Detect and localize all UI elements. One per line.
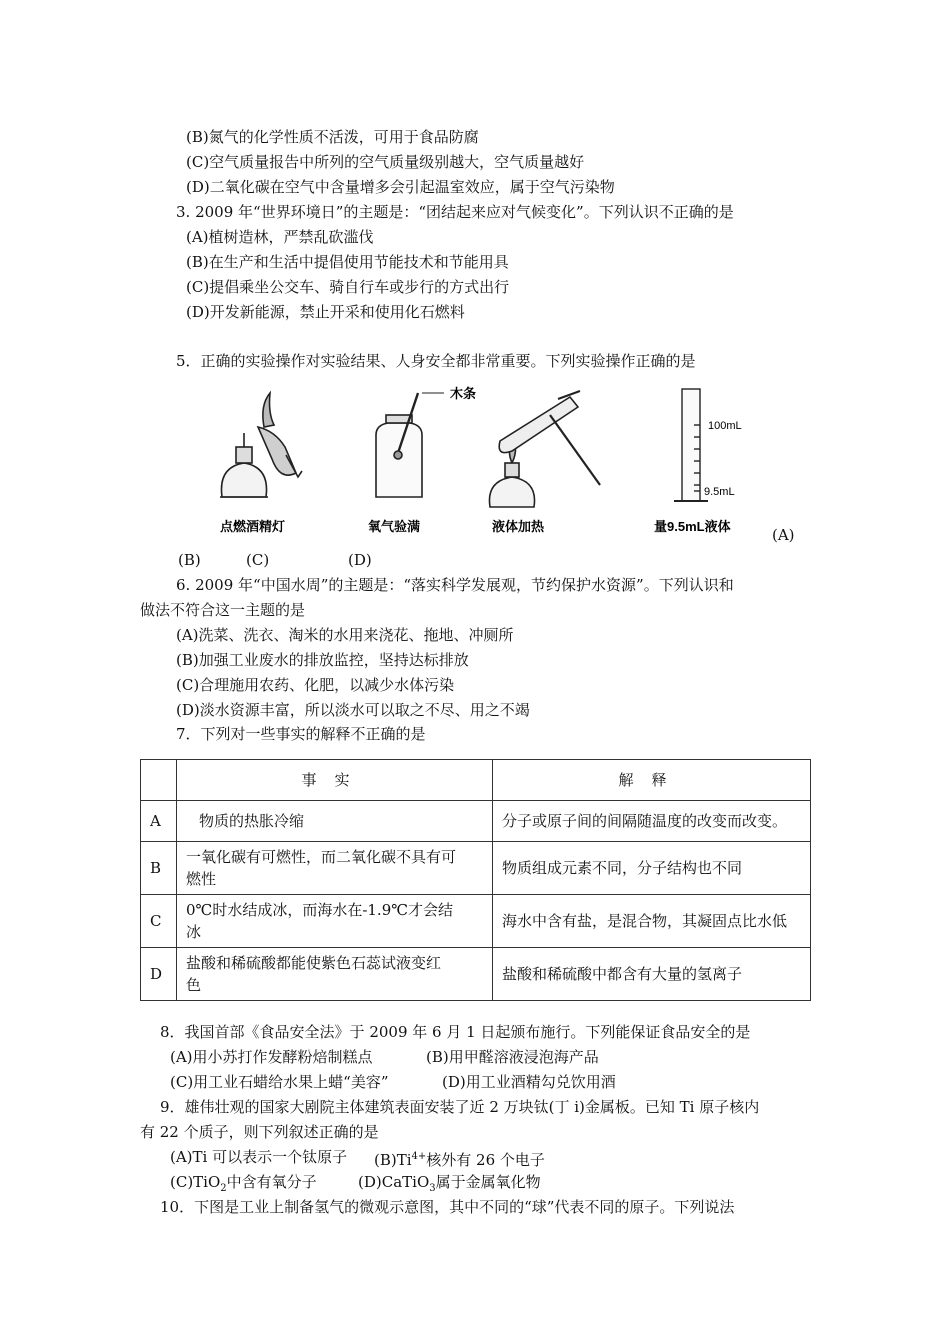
table-header-row [141, 760, 811, 801]
q9-stem-2: 有 22 个质子，则下列叙述正确的是 [140, 1123, 379, 1141]
q6-option-d: (D)淡水资源丰富，所以淡水可以取之不尽、用之不竭 [176, 701, 530, 719]
q6-option-b: (B)加强工业废水的排放监控，坚持达标排放 [176, 651, 469, 669]
q9-stem-1: 9．雄伟壮观的国家大剧院主体建筑表面安装了近 2 万块钛(丁 i)金属板。已知 Ti 原子核内 [160, 1098, 760, 1116]
row-fact-line-1: 0℃时水结成冰，而海水在-1.9℃才会结 [186, 901, 454, 919]
cylinder-top-mark: 100mL [708, 420, 742, 432]
q6-option-c: (C)合理施用农药、化肥，以减少水体污染 [176, 676, 455, 694]
q8-stem: 8．我国首部《食品安全法》于 2009 年 6 月 1 日起颁布施行。下列能保证食品安全的是 [160, 1023, 751, 1041]
alcohol-lamp-panel [220, 393, 302, 497]
q9-d-sub: 3 [429, 1183, 436, 1194]
caption-light-lamp: 点燃酒精灯 [220, 519, 286, 534]
oxygen-test-panel [376, 393, 444, 497]
q9-option-d [358, 1172, 541, 1199]
lab-operations-figure [200, 385, 820, 545]
q5-option-d: (D) [348, 551, 372, 569]
header-fact: 事实 [177, 760, 493, 801]
q9-b-post: 核外有 26 个电子 [426, 1151, 545, 1169]
table-row [141, 801, 811, 842]
liquid-heating-panel [489, 391, 600, 507]
row-fact [177, 948, 493, 1001]
q10-stem: 10．下图是工业上制备氢气的微观示意图，其中不同的“球”代表不同的原子。下列说法 [160, 1198, 735, 1216]
q9-b-pre: (B)Ti [374, 1151, 412, 1169]
row-key: C [141, 895, 177, 948]
stick-label: 木条 [450, 386, 477, 401]
q9-d-pre: (D)CaTiO [358, 1173, 430, 1191]
q2-option-c: (C)空气质量报告中所列的空气质量级别越大，空气质量越好 [186, 153, 585, 171]
row-explain: 分子或原子间的间隔随温度的改变而改变。 [493, 801, 811, 842]
cylinder-low-mark: 9.5mL [704, 486, 735, 498]
q9-b-sup: 4+ [411, 1151, 427, 1162]
q7-stem: 7．下列对一些事实的解释不正确的是 [176, 725, 426, 743]
q8-option-b: (B)用甲醛溶液浸泡海产品 [426, 1048, 599, 1066]
row-fact-line-1: 一氧化碳有可燃性，而二氧化碳不具有可 [186, 848, 457, 866]
row-key: D [141, 948, 177, 1001]
q9-option-c [170, 1172, 317, 1199]
q3-stem: 3. 2009 年“世界环境日”的主题是：“团结起来应对气候变化”。下列认识不正确的是 [176, 203, 734, 221]
caption-measure-liquid: 量9.5mL液体 [654, 519, 731, 534]
table-row [141, 948, 811, 1001]
row-explain: 盐酸和稀硫酸中都含有大量的氢离子 [493, 948, 811, 1001]
facts-table [140, 759, 811, 1001]
row-fact-line-2: 色 [186, 976, 202, 994]
q9-d-post: 属于金属氧化物 [435, 1173, 541, 1191]
q5-option-b: (B) [178, 551, 201, 569]
q2-option-d: (D)二氧化碳在空气中含量增多会引起温室效应，属于空气污染物 [186, 178, 615, 196]
q8-option-a: (A)用小苏打作发酵粉焙制糕点 [170, 1048, 373, 1066]
row-fact: 物质的热胀冷缩 [177, 801, 493, 842]
caption-oxygen-test: 氧气验满 [368, 519, 421, 534]
q9-c-sub: 2 [220, 1183, 227, 1194]
row-explain: 物质组成元素不同，分子结构也不同 [493, 842, 811, 895]
table-row [141, 895, 811, 948]
q6-stem-2: 做法不符合这一主题的是 [140, 601, 306, 619]
row-fact-line-1: 盐酸和稀硫酸都能使紫色石蕊试液变红 [186, 954, 442, 972]
row-key: B [141, 842, 177, 895]
q6-option-a: (A)洗菜、洗衣、淘米的水用来浇花、拖地、冲厕所 [176, 626, 514, 644]
q9-c-pre: (C)TiO [170, 1173, 221, 1191]
row-fact [177, 842, 493, 895]
q3-option-b: (B)在生产和生活中提倡使用节能技术和节能用具 [186, 253, 509, 271]
q5-option-c: (C) [246, 551, 270, 569]
row-fact-line-2: 燃性 [186, 870, 217, 888]
q8-option-d: (D)用工业酒精勾兑饮用酒 [442, 1073, 616, 1091]
q3-option-a: (A)植树造林，严禁乱砍滥伐 [186, 228, 374, 246]
q9-c-post: 中含有氧分子 [226, 1173, 317, 1191]
q2-option-b: (B)氮气的化学性质不活泼，可用于食品防腐 [186, 128, 479, 146]
q6-stem-1: 6. 2009 年“中国水周”的主题是：“落实科学发展观，节约保护水资源”。下列认识和 [176, 576, 734, 594]
q9-option-b [374, 1147, 545, 1170]
row-fact [177, 895, 493, 948]
q3-option-d: (D)开发新能源，禁止开采和使用化石燃料 [186, 303, 465, 321]
row-fact-line-2: 冰 [186, 923, 202, 941]
q5-option-a: (A) [772, 526, 795, 544]
graduated-cylinder-panel [674, 389, 708, 501]
q9-option-a: (A)Ti 可以表示一个钛原子 [170, 1148, 348, 1166]
caption-liquid-heating: 液体加热 [492, 519, 545, 534]
q8-option-c: (C)用工业石蜡给水果上蜡“美容” [170, 1073, 389, 1091]
row-explain: 海水中含有盐，是混合物，其凝固点比水低 [493, 895, 811, 948]
q5-stem: 5．正确的实验操作对实验结果、人身安全都非常重要。下列实验操作正确的是 [176, 352, 696, 370]
q3-option-c: (C)提倡乘坐公交车、骑自行车或步行的方式出行 [186, 278, 510, 296]
table-row [141, 842, 811, 895]
row-key: A [141, 801, 177, 842]
header-key-cell [141, 760, 177, 801]
header-explain: 解释 [493, 760, 811, 801]
